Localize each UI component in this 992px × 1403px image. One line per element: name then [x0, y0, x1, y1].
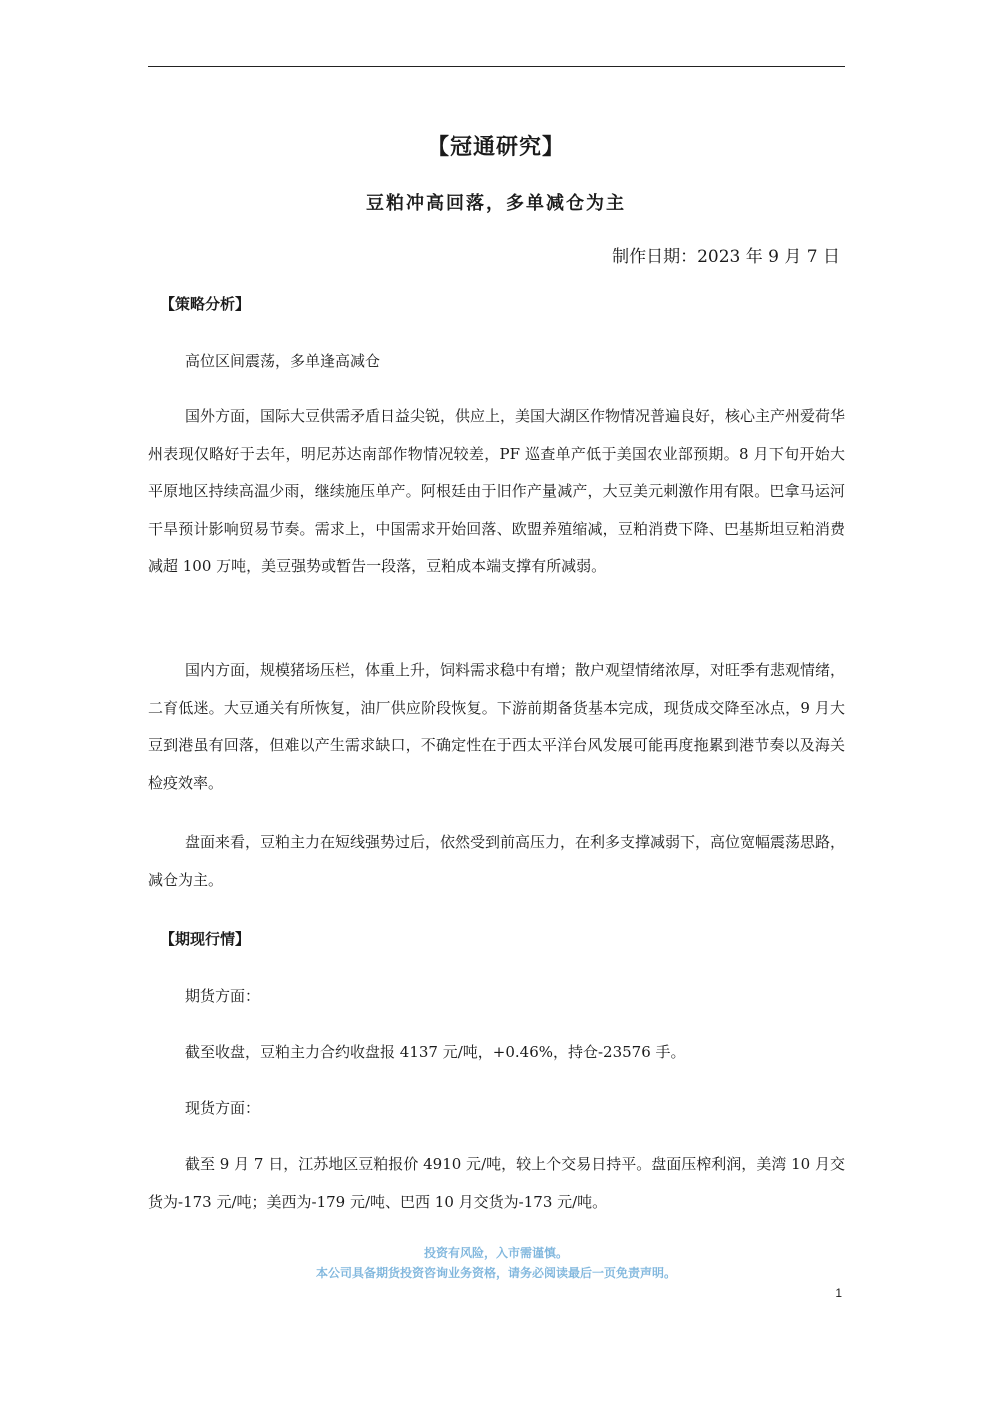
spot-label: 现货方面：: [185, 1099, 261, 1117]
report-date: 制作日期：2023 年 9 月 7 日: [612, 247, 840, 267]
futures-paragraph: 截至收盘，豆粕主力合约收盘报 4137 元/吨，+0.46%，持仓-23576 手。: [185, 1043, 686, 1061]
strategy-summary: 高位区间震荡，多单逢高减仓: [185, 352, 381, 370]
domestic-paragraph: 国内方面，规模猪场压栏，体重上升，饲料需求稳中有增；散户观望情绪浓厚，对旺季有悲观情绪，二育低迷。大豆通关有所恢复，油厂供应阶段恢复。下游前期备货基本完成，现货成交降至冰点，9 月大豆到港虽有回落，但难以产生需求缺口，不确定性在于西太平洋台风发展可能再度拖累到港节奏以及海关检疫效率。: [148, 661, 846, 792]
futures-label: 期货方面：: [185, 987, 261, 1005]
strategy-heading: 【策略分析】: [160, 295, 251, 313]
risk-notice: 投资有风险，入市需谨慎。: [423, 1246, 568, 1260]
spot-paragraph: 截至 9 月 7 日，江苏地区豆粕报价 4910 元/吨，较上个交易日持平。盘面压榨利润，美湾 10 月交货为-173 元/吨；美西为-179 元/吨、巴西 10 月交货为-173 元/吨。: [148, 1155, 845, 1211]
header-rule: [148, 66, 845, 67]
brand-heading: 【冠通研究】: [426, 134, 565, 160]
report-title: 豆粕冲高回落，多单减仓为主: [366, 193, 626, 214]
quotes-heading: 【期现行情】: [160, 930, 251, 948]
overseas-paragraph: 国外方面，国际大豆供需矛盾日益尖锐，供应上，美国大湖区作物情况普遍良好，核心主产州爱荷华州表现仅略好于去年，明尼苏达南部作物情况较差，PF 巡查单产低于美国农业部预期。8 月下旬开始大平原地区持续高温少雨，继续施压单产。阿根廷由于旧作产量减产，大豆美元刺激作用有限。巴拿马运河干旱预计影响贸易节奏。需求上，中国需求开始回落、欧盟养殖缩减，豆粕消费下降、巴基斯坦豆粕消费减超 100 万吨，美豆强势或暂告一段落，豆粕成本端支撑有所减弱。: [148, 407, 846, 575]
disclaimer-notice: 本公司具备期货投资咨询业务资格，请务必阅读最后一页免责声明。: [315, 1266, 676, 1280]
market-paragraph: 盘面来看，豆粕主力在短线强势过后，依然受到前高压力，在利多支撑减弱下，高位宽幅震荡思路，减仓为主。: [148, 833, 846, 889]
page-number: 1: [835, 1286, 842, 1300]
